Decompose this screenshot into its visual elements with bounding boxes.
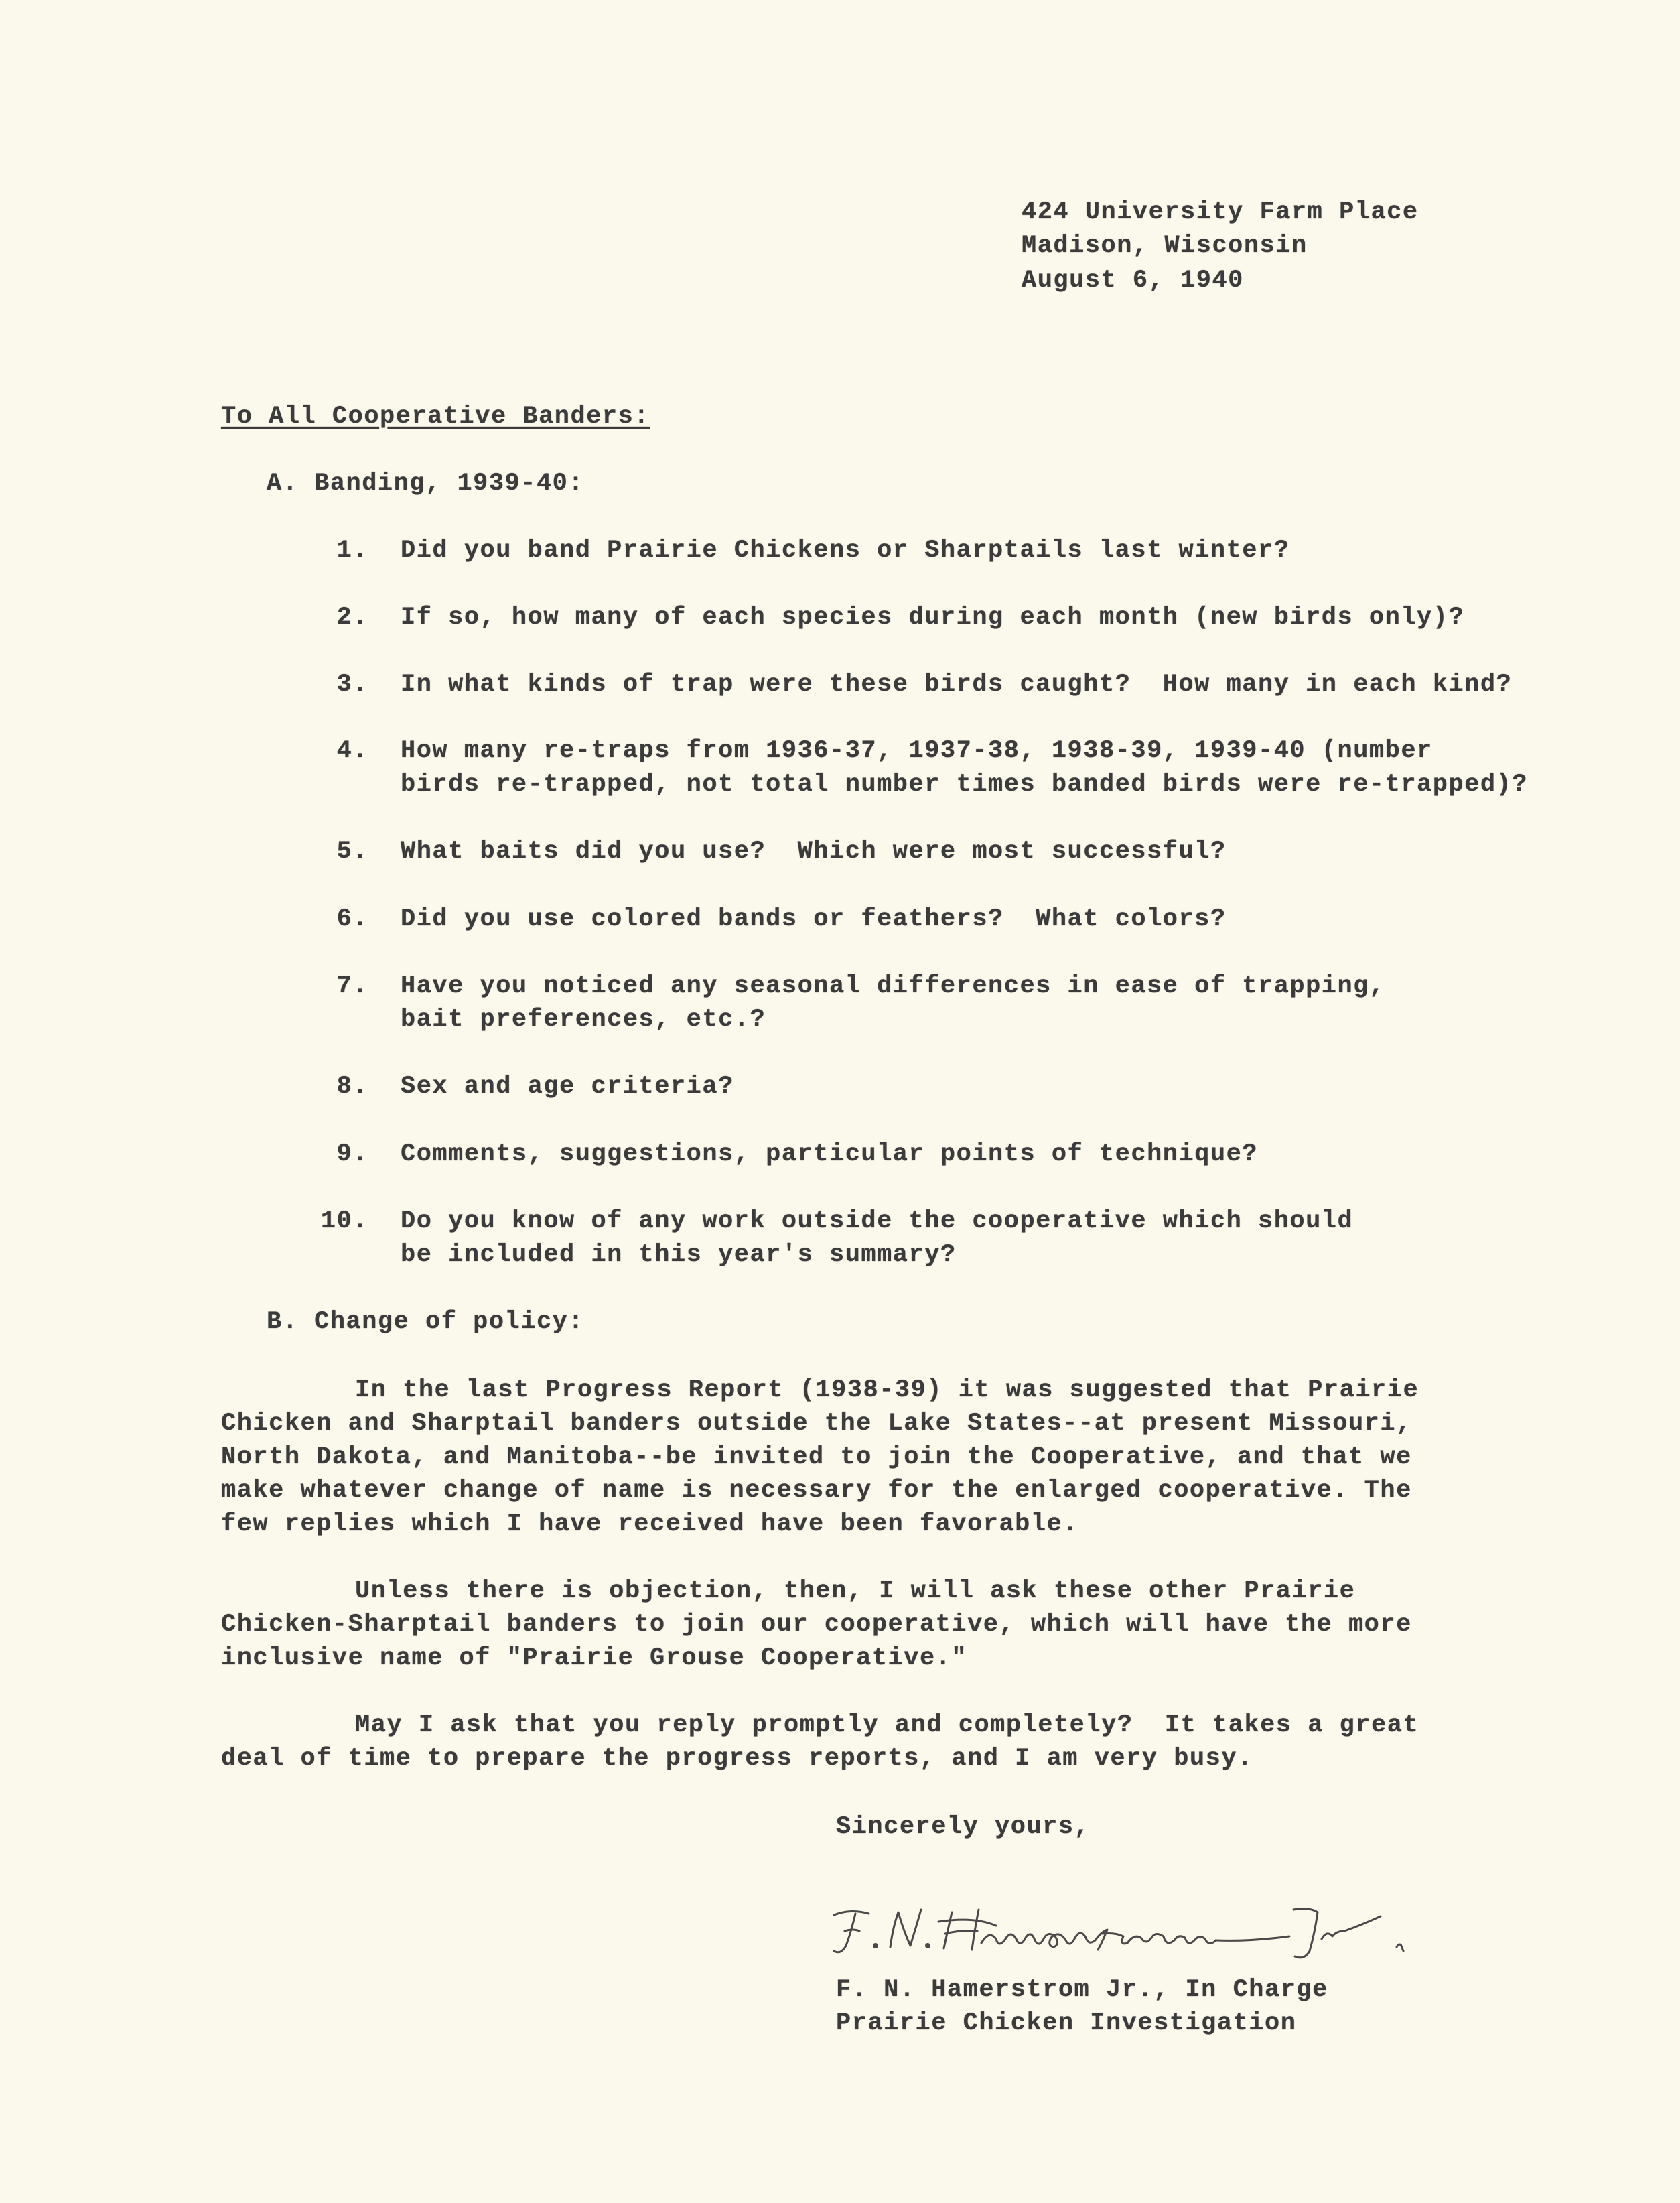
list-item: Sex and age criteria?: [401, 1073, 734, 1101]
paragraph-line: Chicken-Sharptail banders to join our cooperative, which will have the more: [221, 1611, 1412, 1639]
closing: Sincerely yours,: [836, 1813, 1091, 1841]
list-item: How many re-traps from 1936-37, 1937-38, 1938-39, 1939-40 (number: [401, 737, 1433, 765]
list-item: What baits did you use? Which were most successful?: [401, 838, 1227, 866]
signer-name: F. N. Hamerstrom Jr., In Charge: [836, 1976, 1328, 2004]
item-number: 9.: [336, 1140, 368, 1169]
item-number: 4.: [336, 737, 368, 765]
paragraph-line: May I ask that you reply promptly and completely? It takes a great: [355, 1711, 1419, 1739]
item-number: 3.: [336, 671, 368, 699]
handwritten-signature: [821, 1889, 1410, 1963]
list-item-continuation: bait preferences, etc.?: [401, 1006, 766, 1034]
list-item: Have you noticed any seasonal differences in ease of trapping,: [401, 972, 1385, 1000]
item-number: 8.: [336, 1073, 368, 1101]
address-line-1: 424 University Farm Place: [1022, 198, 1419, 226]
letter-date: August 6, 1940: [1022, 267, 1244, 295]
list-item: If so, how many of each species during each month (new birds only)?: [401, 604, 1465, 632]
list-item: Did you use colored bands or feathers? What colors?: [401, 905, 1227, 933]
item-number: 2.: [336, 604, 368, 632]
signer-title: Prairie Chicken Investigation: [836, 2009, 1297, 2038]
item-number: 6.: [336, 905, 368, 933]
list-item: Do you know of any work outside the cooperative which should: [401, 1207, 1354, 1236]
list-item: Comments, suggestions, particular points of technique?: [401, 1140, 1258, 1169]
address-line-2: Madison, Wisconsin: [1022, 232, 1308, 260]
item-number: 10.: [320, 1207, 368, 1236]
paragraph-line: inclusive name of "Prairie Grouse Cooperative.": [221, 1644, 968, 1672]
list-item: Did you band Prairie Chickens or Sharptails last winter?: [401, 537, 1290, 565]
list-item-continuation: birds re-trapped, not total number times banded birds were re-trapped)?: [401, 771, 1528, 799]
paragraph-line: Unless there is objection, then, I will ask these other Prairie: [355, 1577, 1356, 1605]
item-number: 5.: [336, 838, 368, 866]
paragraph-line: Chicken and Sharptail banders outside the Lake States--at present Missouri,: [221, 1410, 1412, 1438]
section-b-heading: B. Change of policy:: [267, 1308, 585, 1336]
paragraph-line: make whatever change of name is necessary for the enlarged cooperative. The: [221, 1477, 1412, 1505]
section-a-heading: A. Banding, 1939-40:: [267, 470, 585, 498]
list-item: In what kinds of trap were these birds caught? How many in each kind?: [401, 671, 1513, 699]
list-item-continuation: be included in this year's summary?: [401, 1241, 957, 1269]
paragraph-line: In the last Progress Report (1938-39) it was suggested that Prairie: [355, 1376, 1419, 1404]
signature-text: F. N. Hamerstrom Jr.: [821, 1956, 828, 1957]
paragraph-line: deal of time to prepare the progress reports, and I am very busy.: [221, 1745, 1253, 1773]
item-number: 7.: [336, 972, 368, 1000]
paragraph-line: few replies which I have received have been favorable.: [221, 1510, 1078, 1538]
paragraph-line: North Dakota, and Manitoba--be invited to join the Cooperative, and that we: [221, 1443, 1412, 1471]
salutation: To All Cooperative Banders:: [221, 403, 650, 431]
item-number: 1.: [336, 537, 368, 565]
